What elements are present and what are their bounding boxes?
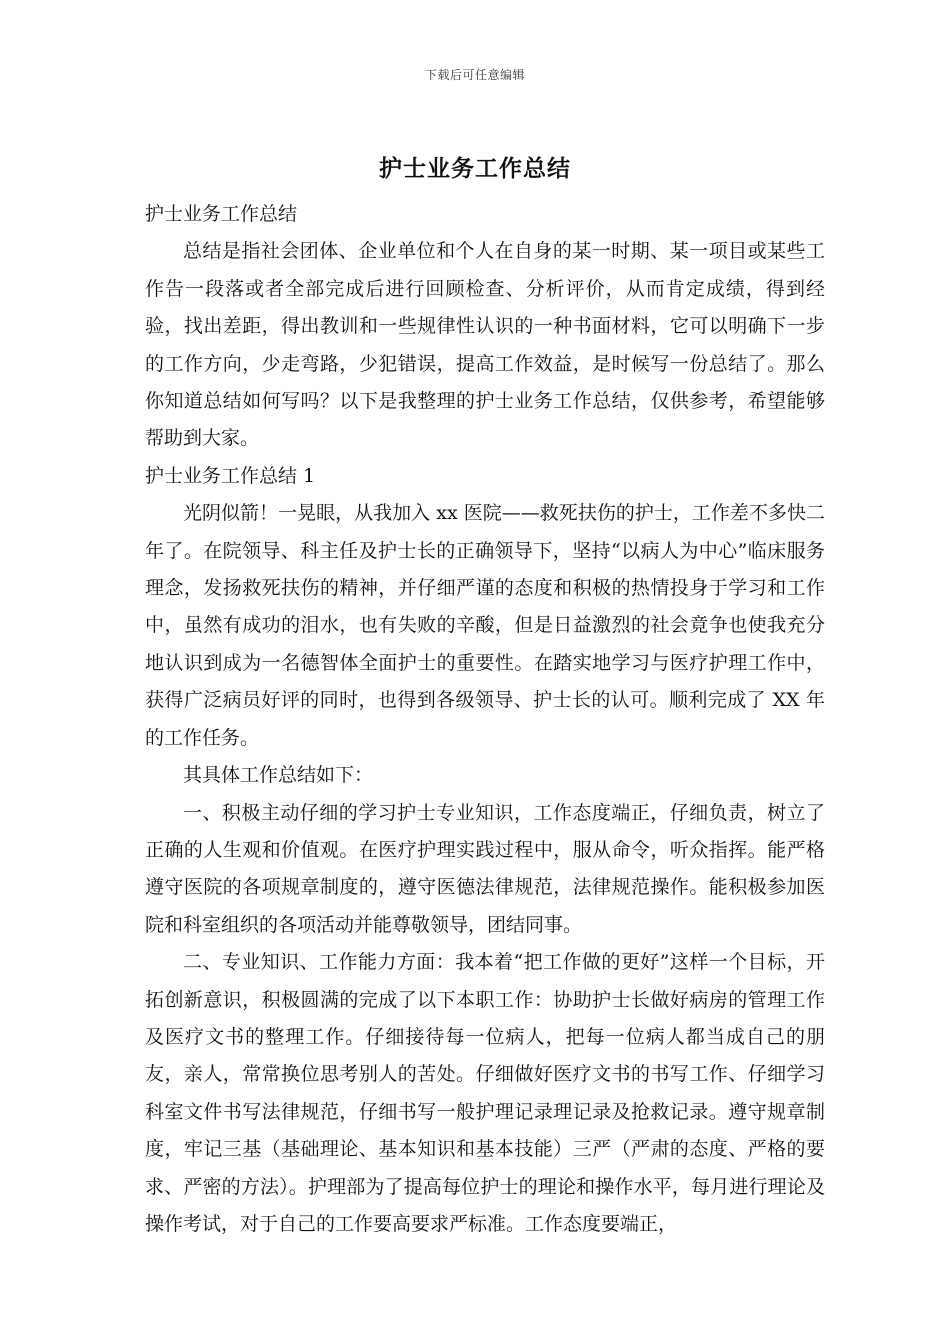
intro-paragraph: 总结是指社会团体、企业单位和个人在自身的某一时期、某一项目或某些工作告一段落或者全部完成后进行回顾检查、分析评价，从而肯定成绩，得到经验，找出差距，得出教训和一些规律性认识的一种书面材料，它可以明确下一步的工作方向，少走弯路，少犯错误，提高工作效益，是时候写一份总结了。那么你知道总结如何写吗？以下是我整理的护士业务工作总结，仅供参考，希望能够帮助到大家。: [145, 240, 825, 450]
subtitle-paragraph: 护士业务工作总结: [145, 203, 298, 225]
body-paragraph: 光阴似箭！一晃眼，从我加入 xx 医院——救死扶伤的护士，工作差不多快二年了。在院领导、科主任及护士长的正确领导下，坚持“以病人为中心”临床服务理念，发扬救死扶伤的精神，并仔细严谨的态度和积极的热情投身于学习和工作中，虽然有成功的泪水，也有失败的辛酸，但是日益激烈的社会竟争也使我充分地认识到成为一名德智体全面护士的重要性。在踏实地学习与医疗护理工作中，获得广泛病员好评的同时，也得到各级领导、护士长的认可。顺利完成了 XX 年的工作任务。: [145, 502, 825, 749]
body-paragraph: 二、专业知识、工作能力方面：我本着“把工作做的更好”这样一个目标，开拓创新意识，积极圆满的完成了以下本职工作：协助护士长做好病房的管理工作及医疗文书的整理工作。仔细接待每一位病人，把每一位病人都当成自己的朋友，亲人，常常换位思考别人的苦处。仔细做好医疗文书的书写工作、仔细学习科室文件书写法律规范，仔细书写一般护理记录理记录及抢救记录。遵守规章制度，牢记三基（基础理论、基本知识和基本技能）三严（严肃的态度、严格的要求、严密的方法）。护理部为了提高每位护士的理论和操作水平，每月进行理论及操作考试，对于自己的工作要高要求严标准。工作态度要端正，: [145, 951, 825, 1235]
section-heading: 护士业务工作总结 1: [145, 464, 316, 487]
body-paragraph: 一、积极主动仔细的学习护士专业知识，工作态度端正，仔细负责，树立了正确的人生观和价值观。在医疗护理实践过程中，服从命令，听众指挥。能严格遵守医院的各项规章制度的，遵守医德法律规范，法律规范操作。能积极参加医院和科室组织的各项活动并能尊敬领导，团结同事。: [145, 801, 825, 936]
body-paragraph: 其具体工作总结如下：: [183, 764, 374, 787]
document-title: 护士业务工作总结: [379, 155, 571, 182]
document-body: [145, 196, 825, 1243]
header-note: 下载后可任意编辑: [424, 68, 525, 82]
